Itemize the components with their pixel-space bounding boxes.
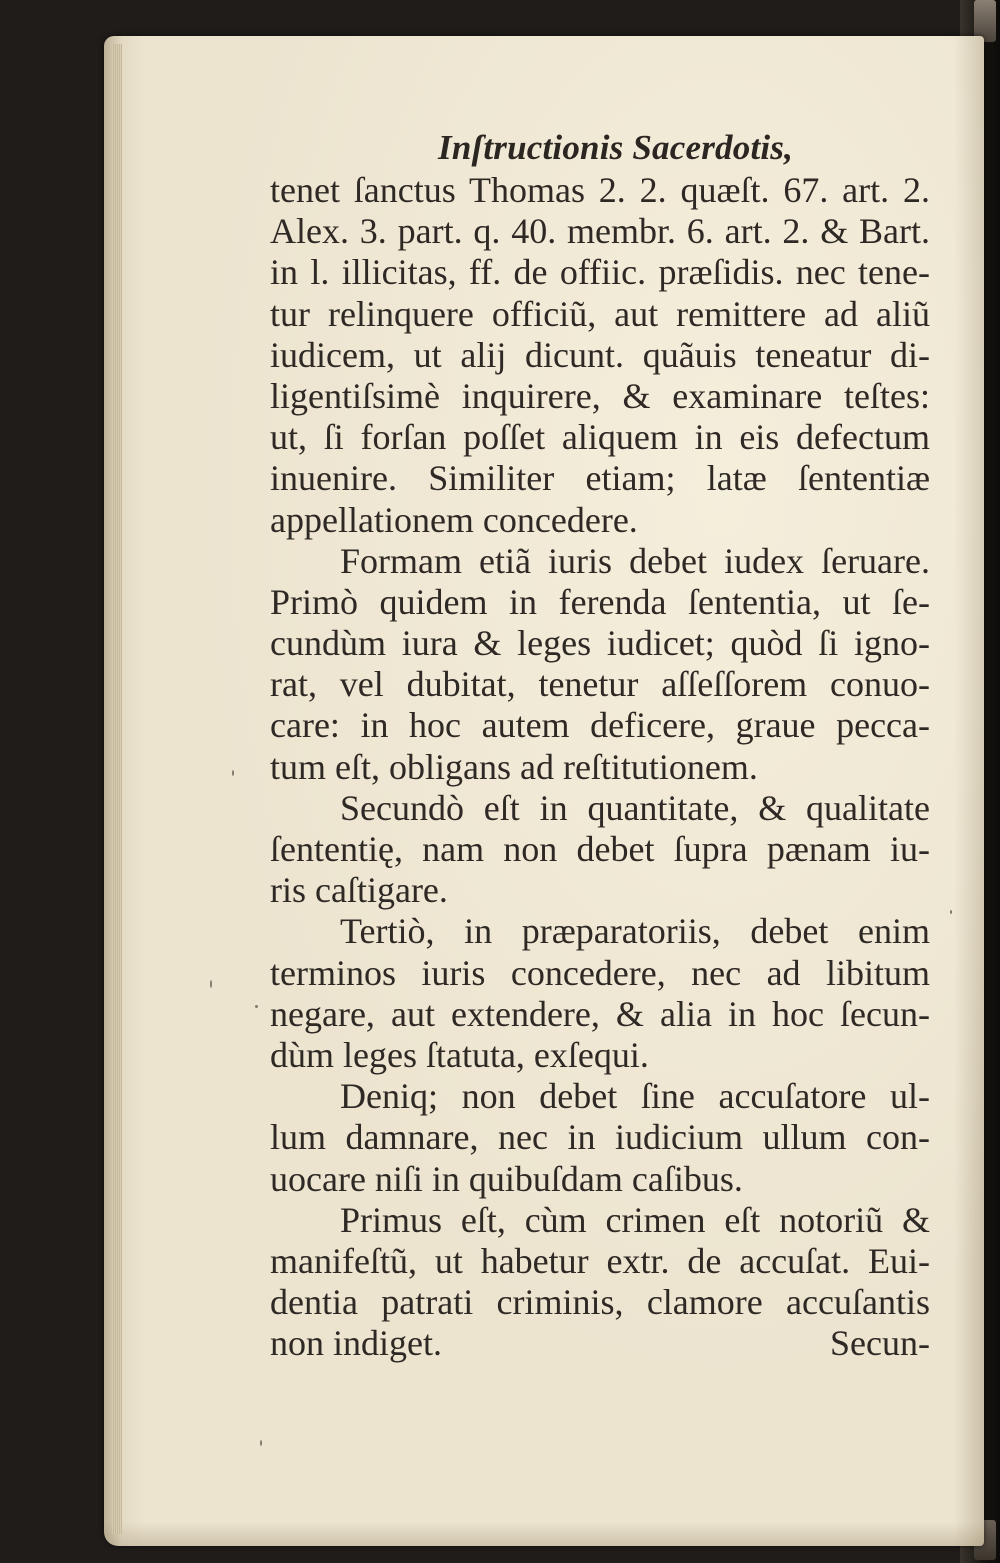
text-line: iudicem, ut alij dicunt. quãuis teneatur di-	[270, 334, 930, 375]
text-line: care: in hoc autem deficere, graue pecca-	[270, 705, 930, 746]
text-line: rat, vel dubitat, tenetur aſſeſſorem conuo-	[270, 664, 930, 705]
text-line: lum damnare, nec in iudicium ullum con-	[270, 1117, 930, 1158]
running-head: Inſtructionis Sacerdotis,	[438, 128, 794, 167]
text-line: terminos iuris concedere, nec ad libitum	[270, 952, 930, 993]
text-line: tum eſt, obligans ad reſtitutionem.	[270, 746, 758, 787]
ink-speck	[950, 910, 952, 914]
text-line: negare, aut extendere, & alia in hoc ſecun-	[270, 993, 930, 1034]
paragraph-start: Primus eſt, cùm crimen eſt notoriũ &	[340, 1199, 930, 1240]
text-line: in l. illicitas, ff. de offiic. præſidis. nec tene-	[270, 252, 930, 293]
ink-speck	[232, 770, 234, 776]
text-line: ligentiſsimè inquirere, & examinare teſtes:	[270, 375, 930, 416]
paragraph-start: Secundò eſt in quantitate, & qualitate	[340, 787, 930, 828]
text-line: dùm leges ſtatuta, exſequi.	[270, 1034, 649, 1075]
catchword: Secun-	[830, 1323, 930, 1364]
text-line: ris caſtigare.	[270, 870, 448, 911]
text-line: tur relinquere officiũ, aut remittere ad aliũ	[270, 293, 930, 334]
paragraph-start: Deniq; non debet ſine accuſatore ul-	[340, 1076, 930, 1117]
text-line: appellationem concedere.	[270, 499, 638, 540]
text-block	[270, 170, 930, 1364]
text-line: tenet ſanctus Thomas 2. 2. quæſt. 67. art. 2.	[270, 170, 930, 210]
text-line: ſententię, nam non debet ſupra pænam iu-	[270, 829, 930, 869]
paragraph-start: Tertiò, in præparatoriis, debet enim	[340, 911, 930, 952]
text-line: cundùm iura & leges iudicet; quòd ſi igno-	[270, 623, 930, 664]
paragraph-start: Formam etiã iuris debet iudex ſeruare.	[340, 540, 930, 581]
text-line: Alex. 3. part. q. 40. membr. 6. art. 2. & Bart.	[270, 211, 930, 252]
text-line: dentia patrati criminis, clamore accuſantis	[270, 1282, 930, 1323]
text-line: ut, ſi forſan poſſet aliquem in eis defectum	[270, 417, 930, 458]
ink-speck	[210, 980, 212, 988]
final-line-with-catchword	[270, 1323, 930, 1364]
page-stack-edge	[112, 44, 122, 1534]
text-line: inuenire. Similiter etiam; latæ ſententiæ	[270, 458, 930, 499]
text-line: non indiget.	[270, 1323, 442, 1364]
ink-speck	[255, 1005, 258, 1008]
text-line: uocare niſi in quibuſdam caſibus.	[270, 1158, 743, 1199]
text-line: manifeſtũ, ut habetur extr. de accuſat. Eui-	[270, 1240, 930, 1281]
text-line: Primò quidem in ferenda ſententia, ut ſe-	[270, 581, 930, 622]
ink-speck	[260, 1440, 262, 1446]
